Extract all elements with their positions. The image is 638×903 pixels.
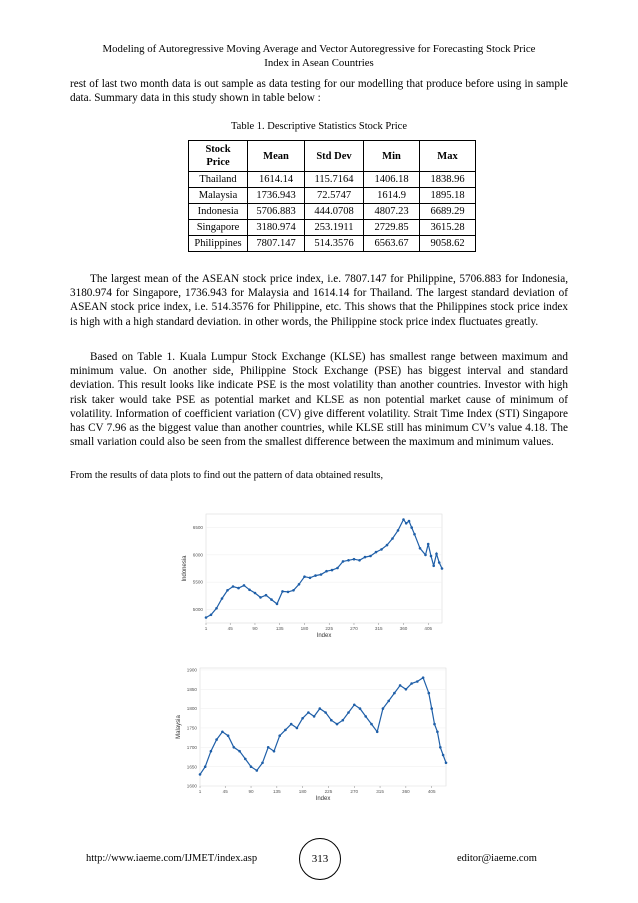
data-point: [307, 711, 310, 714]
data-point: [232, 585, 235, 588]
data-point: [342, 560, 345, 563]
x-tick-label: 1: [204, 626, 208, 631]
data-point: [281, 590, 284, 593]
page-number: 313: [299, 838, 341, 880]
data-point: [410, 526, 413, 529]
body-paragraph-2: Based on Table 1. Kuala Lumpur Stock Exchange (KLSE) has smallest range between maximum and minimum value. On another side, Philippine Stock Exchange (PSE) has biggest interval and standard deviation. This result looks like indicate PSE is the most volatility than another countries. Investor with high risk taker would take PSE as potential market and KLSE as non potential market cause of minimum of volatility. Information of coefficient variation (CV) give different volatility. Strait Time Index (STI) Singapore has CV 7.96 as the biggest value than another countries, while KLSE still has minimum CV’s value 4.18. The small variation could also be seen from the smallest difference between the maximum and minimum values.: [70, 351, 568, 449]
x-tick-label: 405: [424, 626, 433, 631]
data-point: [204, 765, 207, 768]
x-tick-label: 180: [300, 626, 309, 631]
x-tick-label: 270: [350, 789, 359, 794]
table-cell: Malaysia: [189, 188, 248, 204]
table-cell: 4807.23: [364, 204, 420, 220]
table-caption: Table 1. Descriptive Statistics Stock Price: [231, 121, 407, 132]
x-tick-label: 405: [427, 789, 436, 794]
y-tick-label: 1650: [186, 764, 197, 770]
table-row: [189, 172, 476, 188]
data-point: [442, 754, 445, 757]
x-axis-label: Index: [315, 796, 331, 802]
y-tick-label: 6500: [192, 525, 203, 531]
table-header-row: [189, 141, 476, 172]
data-point: [375, 551, 378, 554]
data-point: [259, 596, 262, 599]
intro-paragraph: rest of last two month data is out sample as data testing for our modelling that produce before using in sample data. Summary data in this study shown in table below :: [70, 78, 568, 105]
data-point: [298, 583, 301, 586]
data-point: [438, 561, 441, 564]
data-point: [290, 723, 293, 726]
data-point: [210, 614, 213, 617]
x-tick-label: 315: [376, 789, 384, 794]
table-cell: 1614.14: [248, 172, 305, 188]
x-tick-label: 180: [298, 789, 307, 794]
table-cell: 7807.147: [248, 236, 305, 252]
data-point: [278, 734, 281, 737]
data-point: [430, 555, 433, 558]
data-point: [301, 717, 304, 720]
table-cell: 6563.67: [364, 236, 420, 252]
x-tick-label: 315: [374, 626, 383, 631]
data-point: [359, 707, 362, 710]
malaysia-chart-svg: [164, 660, 459, 810]
data-point: [399, 684, 402, 687]
y-tick-label: 1700: [186, 744, 197, 750]
col-header-mean: Mean: [248, 141, 305, 172]
table-cell: 514.3576: [305, 236, 364, 252]
table-cell: 2729.85: [364, 220, 420, 236]
data-point: [254, 592, 257, 595]
data-point: [353, 704, 356, 707]
data-point: [405, 522, 408, 525]
x-tick-label: 225: [325, 626, 334, 631]
table-cell: Thailand: [189, 172, 248, 188]
data-point: [238, 750, 241, 753]
data-point: [215, 607, 218, 610]
table-cell: Indonesia: [189, 204, 248, 220]
y-axis-label: Malaysia: [176, 715, 182, 739]
data-point: [233, 746, 236, 749]
data-point: [276, 603, 279, 606]
data-point: [265, 594, 268, 597]
data-point: [226, 589, 229, 592]
header-line-1: Modeling of Autoregressive Moving Average and Vector Autoregressive for Forecasting Stock Price: [102, 43, 536, 55]
table-cell: 3180.974: [248, 220, 305, 236]
indonesia-chart-svg: [172, 508, 457, 646]
data-point: [221, 731, 224, 734]
data-point: [416, 680, 419, 683]
body-paragraph-3: From the results of data plots to find out the pattern of data obtained results,: [70, 470, 384, 481]
x-tick-label: 90: [252, 626, 258, 631]
data-point: [376, 731, 379, 734]
table-row: [189, 236, 476, 252]
data-point: [303, 575, 306, 578]
data-point: [428, 692, 431, 695]
data-point: [273, 750, 276, 753]
data-point: [248, 589, 251, 592]
plot-area: [206, 514, 442, 623]
data-point: [284, 729, 287, 732]
data-point: [199, 773, 202, 776]
y-tick-label: 1850: [186, 686, 197, 692]
data-point: [244, 758, 247, 761]
data-point: [319, 707, 322, 710]
data-point: [364, 715, 367, 718]
data-point: [413, 533, 416, 536]
running-header: [70, 42, 568, 70]
footer-url[interactable]: http://www.iaeme.com/IJMET/index.asp: [86, 853, 258, 864]
data-point: [309, 577, 312, 580]
table-cell: 3615.28: [420, 220, 476, 236]
data-point: [436, 731, 439, 734]
table-cell: 1895.18: [420, 188, 476, 204]
table-cell: 444.0708: [305, 204, 364, 220]
data-point: [330, 719, 333, 722]
data-point: [342, 719, 345, 722]
table-row: [189, 220, 476, 236]
data-point: [331, 569, 334, 572]
data-point: [320, 573, 323, 576]
table-cell: Philippines: [189, 236, 248, 252]
table-cell: 1406.18: [364, 172, 420, 188]
data-point: [435, 553, 438, 556]
x-tick-label: 360: [402, 789, 410, 794]
table-cell: 9058.62: [420, 236, 476, 252]
x-tick-label: 45: [227, 626, 233, 631]
data-point: [358, 559, 361, 562]
data-point: [370, 723, 373, 726]
col-header-min: Min: [364, 141, 420, 172]
data-point: [261, 762, 264, 765]
y-tick-label: 1900: [186, 667, 197, 673]
x-tick-label: 45: [222, 789, 228, 794]
table-cell: 115.7164: [305, 172, 364, 188]
data-point: [405, 688, 408, 691]
data-point: [393, 692, 396, 695]
data-point: [287, 591, 290, 594]
data-point: [237, 587, 240, 590]
data-point: [336, 723, 339, 726]
data-point: [347, 559, 350, 562]
col-header-max: Max: [420, 141, 476, 172]
col-header-stock-price: Stock Price: [189, 141, 248, 172]
malaysia-chart: [164, 660, 459, 810]
data-point: [267, 746, 270, 749]
data-point: [382, 707, 385, 710]
table-row: [189, 188, 476, 204]
data-point: [408, 520, 411, 523]
table-cell: 253.1911: [305, 220, 364, 236]
data-point: [314, 574, 317, 577]
col-header-std-dev: Std Dev: [305, 141, 364, 172]
data-point: [364, 556, 367, 559]
data-point: [430, 707, 433, 710]
y-axis-label: Indonesia: [182, 555, 188, 582]
data-point: [397, 529, 400, 532]
data-point: [215, 738, 218, 741]
data-point: [427, 543, 430, 546]
y-tick-label: 6000: [192, 552, 203, 558]
y-tick-label: 5500: [192, 579, 203, 585]
data-point: [270, 598, 273, 601]
data-point: [325, 570, 328, 573]
table-cell: 72.5747: [305, 188, 364, 204]
data-point: [410, 682, 413, 685]
data-point: [205, 616, 208, 619]
data-point: [324, 711, 327, 714]
data-point: [369, 555, 372, 558]
data-point: [419, 547, 422, 550]
data-point: [386, 544, 389, 547]
data-point: [221, 597, 224, 600]
descriptive-stats-table: [188, 140, 476, 252]
data-point: [422, 676, 425, 679]
header-line-2: Index in Asean Countries: [264, 57, 374, 69]
data-point: [391, 537, 394, 540]
data-point: [313, 715, 316, 718]
data-point: [433, 723, 436, 726]
y-tick-label: 1600: [186, 783, 197, 789]
table-cell: Singapore: [189, 220, 248, 236]
data-point: [445, 762, 448, 765]
x-tick-label: 135: [275, 626, 284, 631]
table-cell: 1614.9: [364, 188, 420, 204]
indonesia-chart: [172, 508, 457, 646]
table-cell: 1838.96: [420, 172, 476, 188]
table-cell: 1736.943: [248, 188, 305, 204]
data-point: [347, 711, 350, 714]
data-point: [292, 589, 295, 592]
footer-email[interactable]: editor@iaeme.com: [457, 853, 537, 864]
x-tick-label: 360: [399, 626, 408, 631]
data-point: [296, 727, 299, 730]
x-tick-label: 1: [198, 789, 202, 794]
x-tick-label: 225: [324, 789, 333, 794]
data-point: [432, 565, 435, 568]
data-point: [380, 548, 383, 551]
x-axis-label: Index: [316, 633, 332, 639]
body-paragraph-1: The largest mean of the ASEAN stock price index, i.e. 7807.147 for Philippine, 5706.883 for Indonesia, 3180.974 for Singapore, 1736.943 for Malaysia and 1614.14 for Thailand. The largest standard deviation of ASEAN stock price index, i.e. 514.3576 for Philippine, etc. This shows that the Philippines stock price index is high with a high standard deviation. in other words, the Philippine stock price index fluctuates greatly.: [70, 273, 568, 328]
y-tick-label: 1800: [186, 706, 197, 712]
data-point: [336, 567, 339, 570]
table-cell: 6689.29: [420, 204, 476, 220]
data-point: [424, 554, 427, 557]
x-tick-label: 135: [273, 789, 281, 794]
data-point: [250, 765, 253, 768]
data-point: [439, 746, 442, 749]
data-point: [402, 518, 405, 521]
data-point: [387, 700, 390, 703]
table-row: [189, 204, 476, 220]
y-tick-label: 1750: [186, 725, 197, 731]
x-tick-label: 90: [248, 789, 254, 794]
data-point: [210, 750, 213, 753]
data-point: [353, 558, 356, 561]
data-point: [441, 567, 444, 570]
data-point: [243, 584, 246, 587]
table-cell: 5706.883: [248, 204, 305, 220]
y-tick-label: 5000: [192, 606, 203, 612]
data-point: [227, 734, 230, 737]
x-tick-label: 270: [350, 626, 358, 631]
data-point: [256, 769, 259, 772]
